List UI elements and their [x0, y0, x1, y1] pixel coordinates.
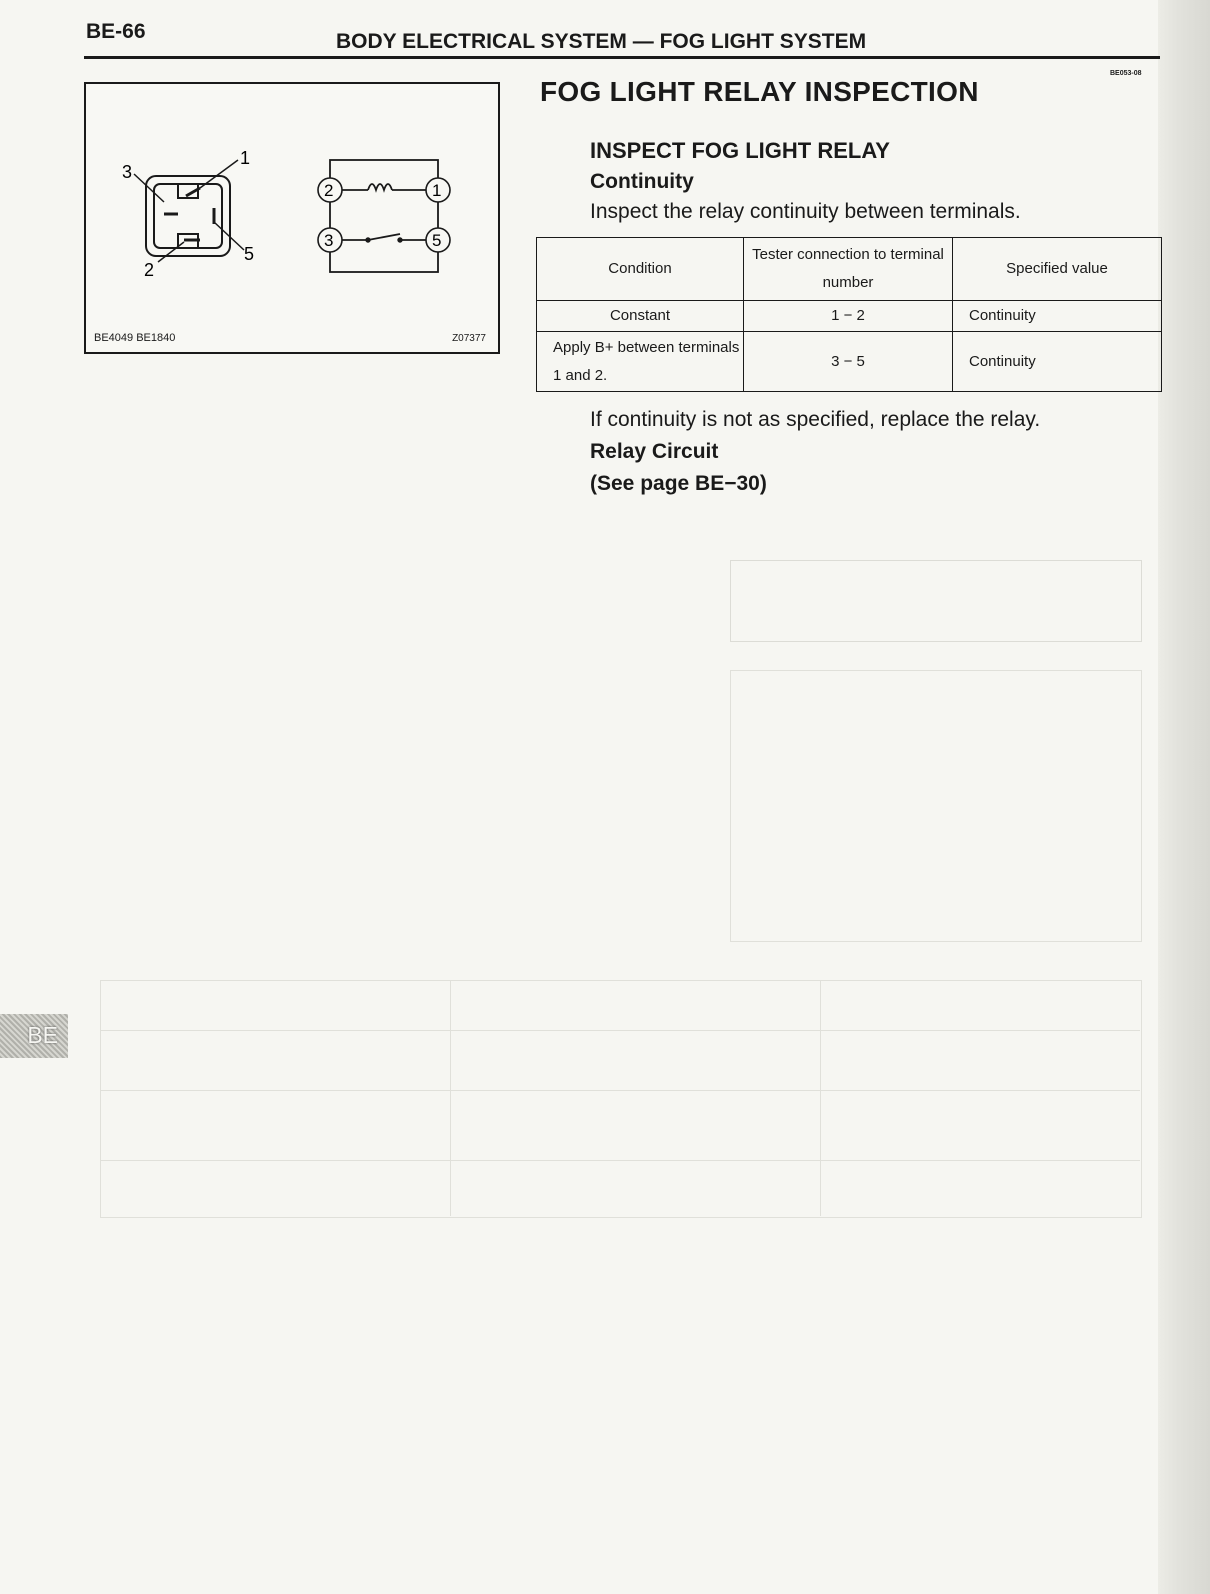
table-row [537, 301, 1162, 332]
section-tab [0, 1014, 68, 1058]
figure-caption-left: BE4049 BE1840 [94, 332, 176, 344]
show-through-region [90, 560, 1150, 1260]
page-edge [1158, 0, 1210, 1594]
table-cell-condition: Apply B+ between terminals 1 and 2. [537, 332, 744, 392]
section-title: FOG LIGHT RELAY INSPECTION [540, 76, 979, 107]
table-cell-condition: Constant [537, 301, 744, 332]
table-header: Specified value [953, 238, 1162, 301]
header-rule [84, 56, 1160, 59]
section-tab-label: BE [27, 1022, 58, 1048]
table-cell-value: Continuity [953, 332, 1162, 392]
see-page-reference: (See page BE−30) [590, 472, 767, 495]
header-title: BODY ELECTRICAL SYSTEM — FOG LIGHT SYSTEM [336, 30, 867, 53]
schematic-terminal-3: 3 [324, 231, 334, 250]
schematic-terminal-2: 2 [324, 181, 334, 200]
page-number: BE-66 [86, 20, 146, 43]
relay-schematic [330, 160, 438, 272]
table-header: Tester connection to terminal number [744, 238, 953, 301]
relay-circuit-label: Relay Circuit [590, 440, 719, 463]
terminal-label-3: 3 [122, 162, 133, 182]
continuity-table [536, 237, 1162, 392]
terminal-label-2: 2 [144, 260, 155, 280]
figure-caption-right: Z07377 [452, 333, 486, 344]
schematic-terminal-1: 1 [432, 181, 442, 200]
table-header-row [537, 238, 1162, 301]
section-code: BE053-08 [1110, 70, 1142, 77]
instruction-text: Inspect the relay continuity between terminals. [590, 200, 1021, 223]
terminal-label-1: 1 [240, 148, 251, 168]
table-header: Condition [537, 238, 744, 301]
schematic-terminal-5: 5 [432, 231, 442, 250]
relay-figure [84, 82, 500, 354]
table-row [537, 332, 1162, 392]
subsubheading: Continuity [590, 170, 694, 193]
table-cell-terminals: 1 − 2 [744, 301, 953, 332]
terminal-label-5: 5 [244, 244, 255, 264]
replace-note: If continuity is not as specified, replace the relay. [590, 408, 1041, 431]
table-cell-terminals: 3 − 5 [744, 332, 953, 392]
relay-housing [146, 176, 230, 256]
table-cell-value: Continuity [953, 301, 1162, 332]
subheading: INSPECT FOG LIGHT RELAY [590, 138, 890, 163]
relay-diagram [86, 84, 502, 356]
